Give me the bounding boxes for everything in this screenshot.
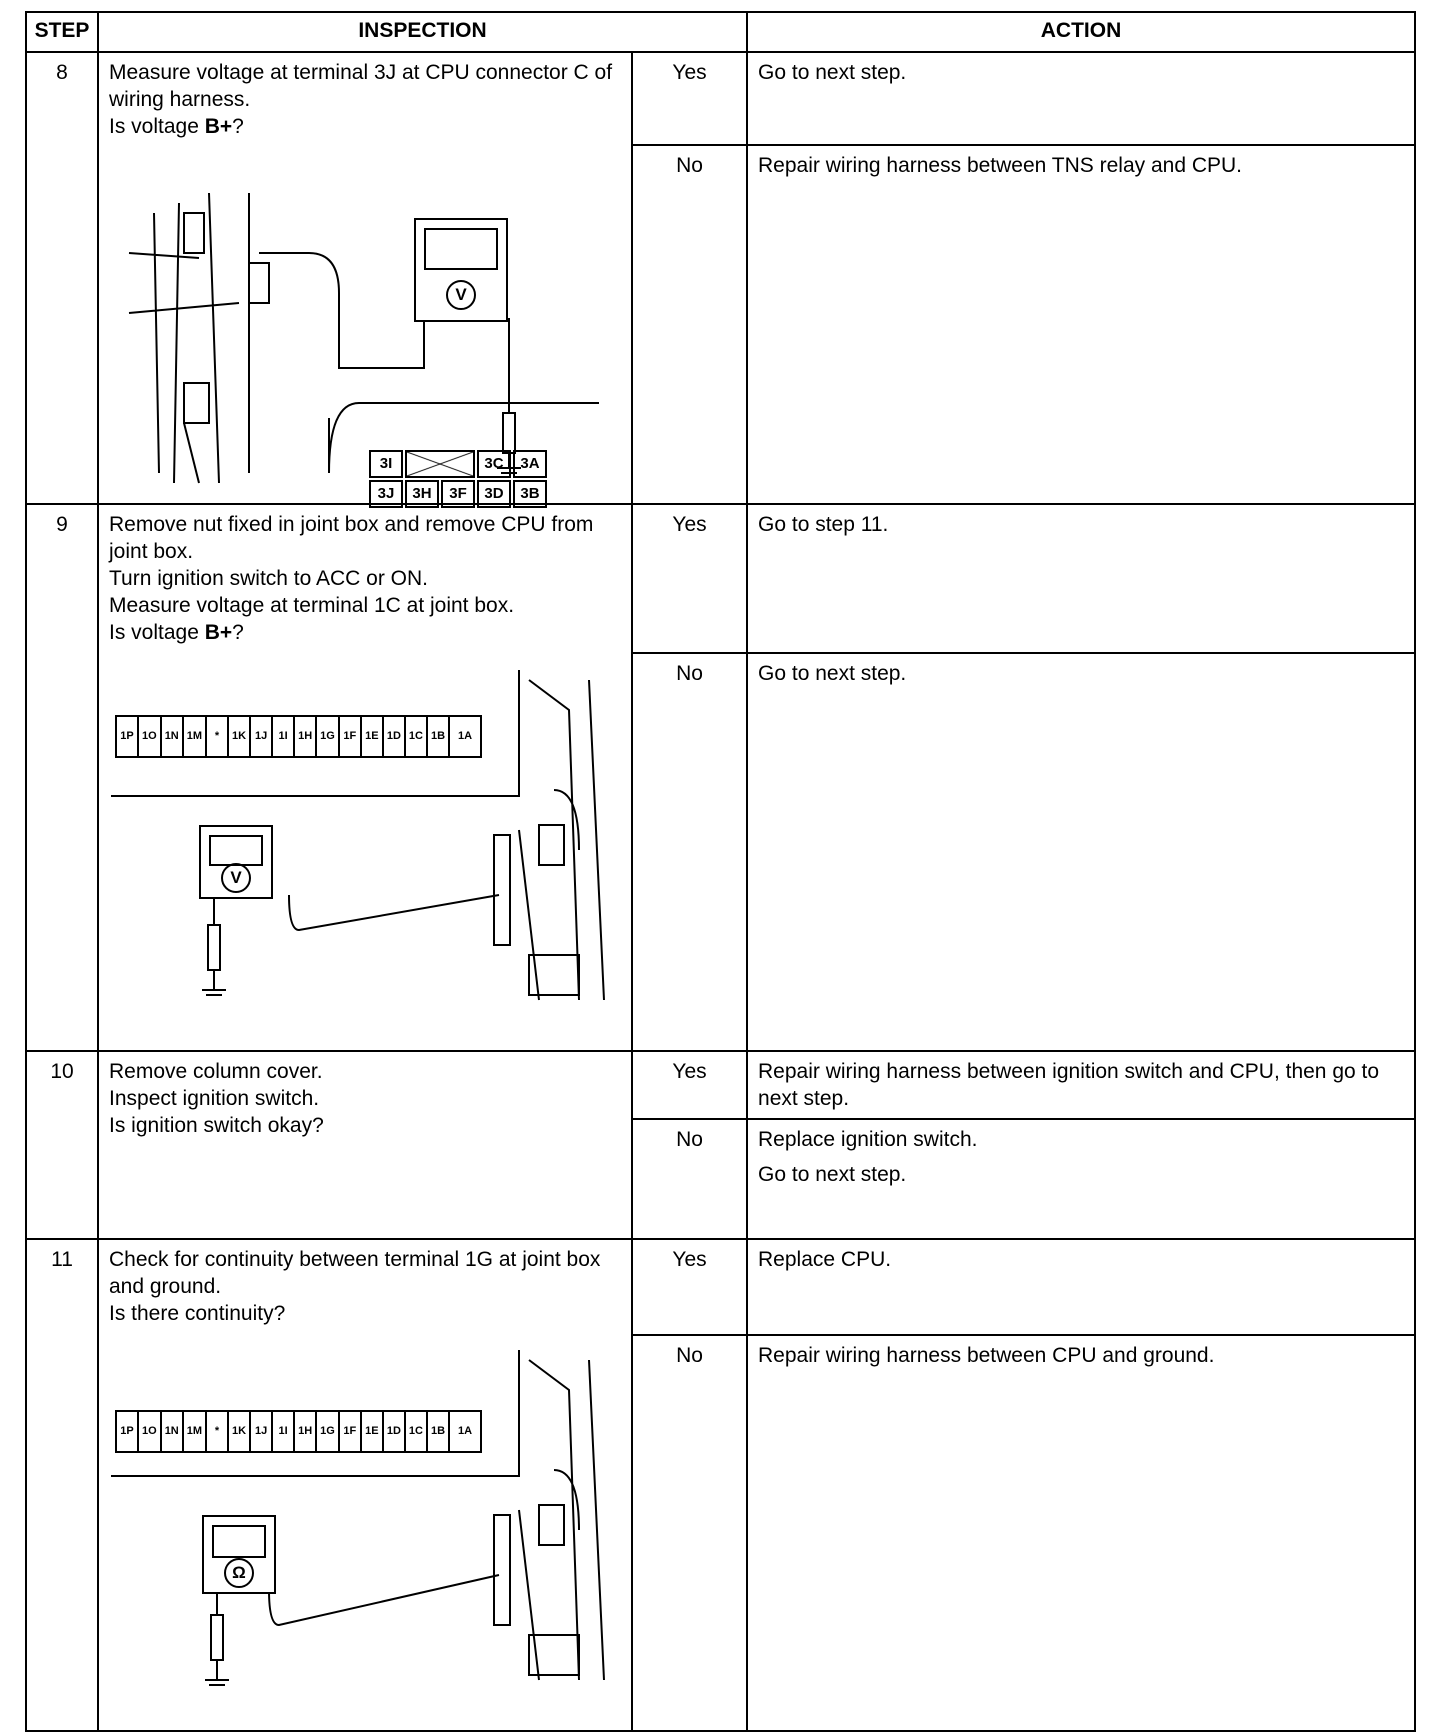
terminal: 1O bbox=[137, 1412, 160, 1451]
inspection-text: Is there continuity? bbox=[109, 1302, 286, 1325]
meter-dial bbox=[424, 228, 498, 270]
no-label: No bbox=[632, 1335, 747, 1731]
inspection-text: Is ignition switch okay? bbox=[109, 1114, 324, 1137]
terminal: 1D bbox=[382, 1412, 404, 1451]
terminal: 1F bbox=[338, 1412, 360, 1451]
terminal: 1M bbox=[182, 717, 205, 756]
terminal: 1B bbox=[426, 1412, 448, 1451]
terminal: 1P bbox=[120, 1425, 134, 1437]
meter-symbol: Ω bbox=[224, 1558, 254, 1588]
no-action: Go to next step. bbox=[747, 653, 1415, 1051]
question-suffix: ? bbox=[232, 621, 244, 644]
meter-dial bbox=[212, 1525, 266, 1558]
inspection-text: Check for continuity between terminal 1G at joint box and ground. bbox=[109, 1248, 601, 1298]
terminal: 1D bbox=[382, 717, 404, 756]
terminal: 1F bbox=[338, 717, 360, 756]
yes-label: Yes bbox=[632, 1239, 747, 1335]
step-number: 9 bbox=[26, 504, 98, 1051]
terminal: 3C bbox=[477, 450, 511, 478]
terminal: 1C bbox=[404, 717, 426, 756]
wiring-drawing bbox=[99, 153, 633, 503]
terminal: 1I bbox=[271, 1412, 293, 1451]
no-action-line: Go to next step. bbox=[758, 1163, 907, 1186]
terminal: 3I bbox=[369, 450, 403, 478]
step-number: 11 bbox=[26, 1239, 98, 1731]
connector-c bbox=[369, 450, 547, 508]
terminal: 1N bbox=[160, 1412, 182, 1451]
terminal: 1G bbox=[315, 1412, 338, 1451]
header-step: STEP bbox=[26, 12, 98, 52]
joint-box-connector bbox=[115, 1410, 482, 1453]
terminal: 1E bbox=[360, 717, 382, 756]
step-number: 10 bbox=[26, 1051, 98, 1239]
inspection-cell bbox=[98, 1051, 632, 1239]
inspection-cell bbox=[98, 504, 632, 1051]
table-row bbox=[26, 1051, 1415, 1119]
meter-dial bbox=[209, 835, 263, 866]
terminal: 3H bbox=[405, 480, 439, 508]
terminal: 1B bbox=[426, 717, 448, 756]
question-bold: B+ bbox=[204, 115, 233, 138]
question-suffix: ? bbox=[232, 115, 244, 138]
yes-action: Go to next step. bbox=[747, 52, 1415, 145]
inspection-text: Measure voltage at terminal 3J at CPU connector C of wiring harness. bbox=[109, 61, 613, 111]
terminal: 1I bbox=[271, 717, 293, 756]
blank-terminal bbox=[405, 450, 475, 478]
terminal: * bbox=[205, 717, 227, 756]
no-action: Repair wiring harness between TNS relay and CPU. bbox=[747, 145, 1415, 504]
inspection-text: Remove nut fixed in joint box and remove CPU from joint box. bbox=[109, 513, 594, 563]
terminal: 3B bbox=[513, 480, 547, 508]
joint-box-drawing bbox=[99, 1350, 633, 1730]
terminal: 1H bbox=[293, 1412, 315, 1451]
yes-label: Yes bbox=[632, 1051, 747, 1119]
terminal: * bbox=[205, 1412, 227, 1451]
joint-box-connector bbox=[115, 715, 482, 758]
question-text: Is voltage bbox=[109, 621, 205, 644]
no-action-line: Replace ignition switch. bbox=[758, 1128, 978, 1151]
no-label: No bbox=[632, 145, 747, 504]
header-action: ACTION bbox=[747, 12, 1415, 52]
troubleshooting-table bbox=[25, 11, 1416, 1732]
terminal: 3A bbox=[513, 450, 547, 478]
terminal: 3J bbox=[369, 480, 403, 508]
yes-label: Yes bbox=[632, 504, 747, 653]
terminal: 1P bbox=[120, 730, 134, 742]
question-text: Is voltage bbox=[109, 115, 205, 138]
table-row bbox=[26, 1239, 1415, 1335]
terminal: 1J bbox=[249, 1412, 271, 1451]
terminal: 1K bbox=[227, 717, 249, 756]
inspection-text: Inspect ignition switch. bbox=[109, 1087, 320, 1110]
terminal: 1C bbox=[404, 1412, 426, 1451]
terminal: 1K bbox=[227, 1412, 249, 1451]
inspection-cell bbox=[98, 52, 632, 504]
ohmmeter bbox=[202, 1515, 276, 1594]
no-label: No bbox=[632, 1119, 747, 1239]
illustration-step-8 bbox=[99, 153, 633, 503]
illustration-step-9 bbox=[99, 670, 633, 1050]
inspection-text: Turn ignition switch to ACC or ON. bbox=[109, 567, 428, 590]
table-row bbox=[26, 504, 1415, 653]
inspection-text: Remove column cover. bbox=[109, 1060, 323, 1083]
terminal: 1H bbox=[293, 717, 315, 756]
meter-symbol: V bbox=[221, 863, 251, 893]
yes-action: Replace CPU. bbox=[747, 1239, 1415, 1335]
no-action: Repair wiring harness between CPU and ground. bbox=[747, 1335, 1415, 1731]
illustration-step-11 bbox=[99, 1350, 633, 1730]
voltmeter bbox=[414, 218, 508, 322]
table-row bbox=[26, 52, 1415, 145]
yes-action: Repair wiring harness between ignition switch and CPU, then go to next step. bbox=[747, 1051, 1415, 1119]
terminal: 1A bbox=[448, 717, 480, 756]
question-bold: B+ bbox=[204, 621, 233, 644]
terminal: 1J bbox=[249, 717, 271, 756]
voltmeter bbox=[199, 825, 273, 899]
no-label: No bbox=[632, 653, 747, 1051]
inspection-cell bbox=[98, 1239, 632, 1731]
yes-label: Yes bbox=[632, 52, 747, 145]
meter-symbol: V bbox=[446, 280, 476, 310]
header-inspection: INSPECTION bbox=[98, 12, 747, 52]
terminal: 1M bbox=[182, 1412, 205, 1451]
terminal: 3F bbox=[441, 480, 475, 508]
no-action bbox=[747, 1119, 1415, 1239]
step-number: 8 bbox=[26, 52, 98, 504]
inspection-text: Measure voltage at terminal 1C at joint box. bbox=[109, 594, 515, 617]
terminal: 1G bbox=[315, 717, 338, 756]
inspection-question bbox=[109, 619, 621, 646]
header-row bbox=[26, 12, 1415, 52]
terminal: 1O bbox=[137, 717, 160, 756]
terminal: 1N bbox=[160, 717, 182, 756]
terminal: 1A bbox=[448, 1412, 480, 1451]
inspection-question bbox=[109, 113, 621, 140]
terminal: 3D bbox=[477, 480, 511, 508]
yes-action: Go to step 11. bbox=[747, 504, 1415, 653]
terminal: 1E bbox=[360, 1412, 382, 1451]
